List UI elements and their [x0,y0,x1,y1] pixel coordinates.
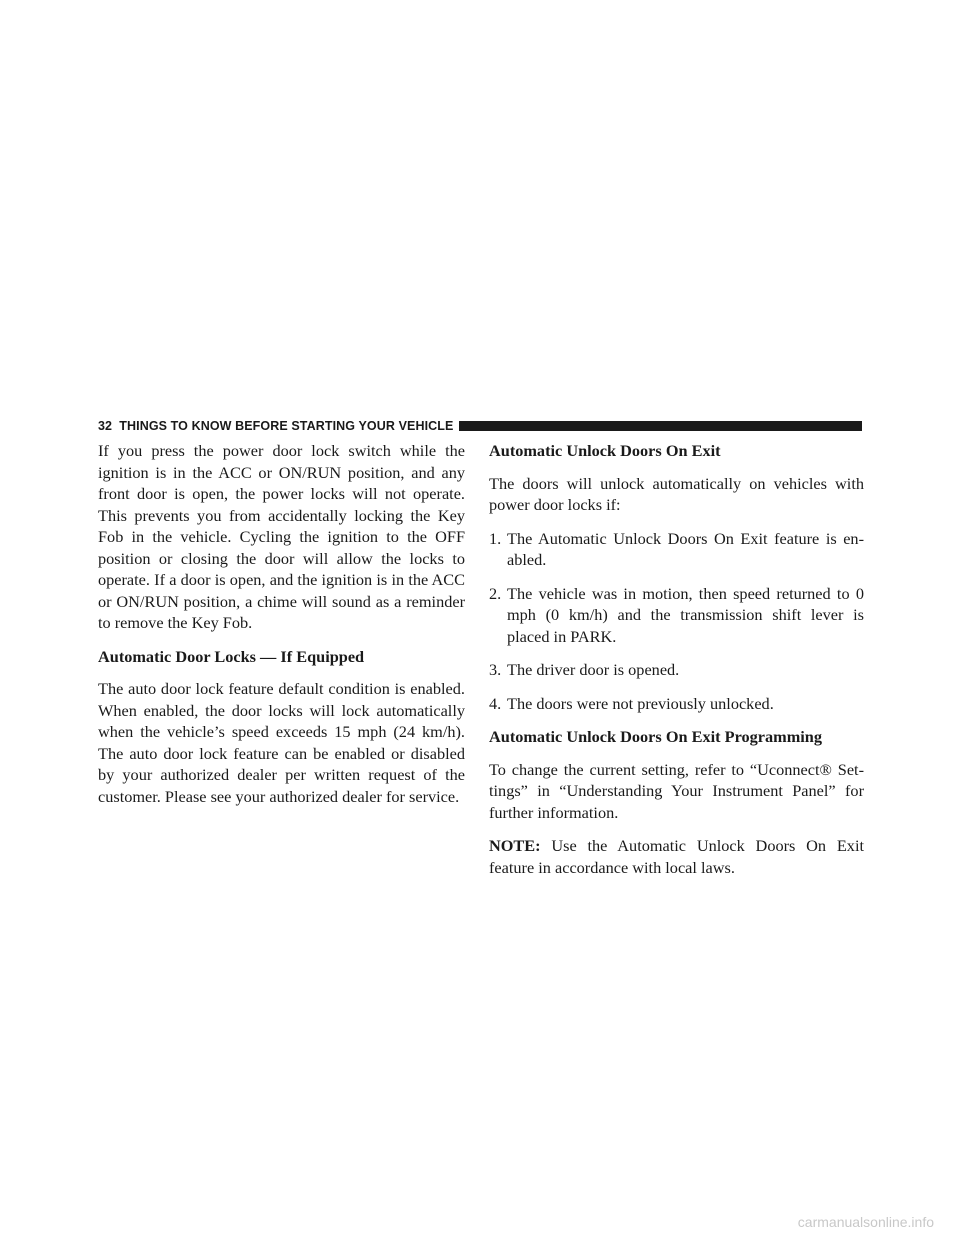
unlock-programming-paragraph: To change the current setting, refer to “Uconnect® Set-tings” in “Understanding Your Instrument Panel” for further information. [489,759,864,822]
note-text: Use the Automatic Unlock Doors On Exit feature in accordance with local laws. [489,836,864,877]
list-item-text: The driver door is opened. [507,660,680,679]
header-rule [459,421,862,431]
note-label: NOTE: [489,836,541,855]
auto-door-lock-paragraph: The auto door lock feature default condition is enabled. When enabled, the door locks will lock automatically when the vehicle’s speed exceeds 15 mph (24 km/h). The auto door lock feature can be enabled or disabled by your authorized dealer per written request of the customer. Please see your authorized dealer for service. [98,679,465,806]
page-number: 32 [98,419,113,433]
footer-watermark: carmanualsonline.info [797,1214,934,1230]
unlock-programming-heading: Automatic Unlock Doors On Exit Programming [489,727,822,746]
list-item-number: 1. [489,528,502,548]
list-item-text: The doors were not previously unlocked. [507,693,774,713]
right-column [489,440,864,890]
list-item [489,659,864,681]
list-item [489,528,864,571]
unlock-on-exit-intro: The doors will unlock automatically on vehicles with power door locks if: [489,473,864,514]
list-item-number: 3. [489,660,502,679]
unlock-conditions-list [489,528,864,715]
list-item [489,693,864,715]
list-item-number: 4. [489,693,502,713]
section-title: THINGS TO KNOW BEFORE STARTING YOUR VEHICLE [119,419,454,433]
list-item-text: The vehicle was in motion, then speed returned to 0 mph (0 km/h) and the transmission shift lever is placed in PARK. [507,583,864,646]
list-item-number: 2. [489,583,502,603]
note-paragraph [489,835,864,878]
automatic-door-locks-heading: Automatic Door Locks — If Equipped [98,646,365,666]
list-item-text: The Automatic Unlock Doors On Exit feature is en-abled. [507,528,864,569]
page-header [98,416,862,436]
page-number-and-section-title [98,419,453,433]
power-lock-paragraph: If you press the power door lock switch while the ignition is in the ACC or ON/RUN position, and any front door is open, the power locks will not operate. This prevents you from accidentally locking the Key Fob in the vehicle. Cycling the ignition to the OFF position or closing the door will allow the locks to operate. If a door is open, and the ignition is in the ACC or ON/RUN position, a chime will sound as a reminder to remove the Key Fob. [98,441,465,632]
left-column [98,440,465,819]
list-item [489,583,864,648]
unlock-on-exit-heading: Automatic Unlock Doors On Exit [489,441,721,460]
